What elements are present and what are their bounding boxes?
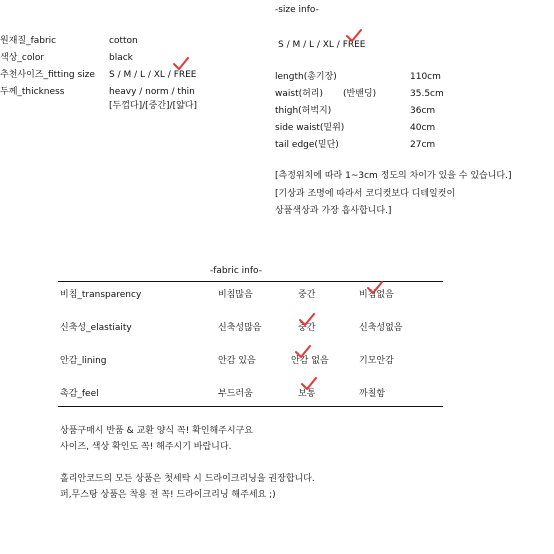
spec-value-color: black (109, 53, 133, 63)
fabric-label-transparency: 비침_transparency (60, 290, 142, 300)
size-info-sizes: S / M / L / XL / FREE (278, 40, 366, 50)
fabric-option-transparency-none: 비침없음 (359, 290, 394, 300)
fabric-label-lining: 안감_lining (60, 356, 107, 366)
fabric-table-top-divider (58, 281, 443, 282)
spec-value-fitting-size: S / M / L / XL / FREE (109, 70, 197, 80)
fabric-label-elasticity: 신축성_elastiaity (60, 323, 132, 333)
spec-value-thickness: heavy / norm / thin (109, 87, 195, 97)
measure-label-tail-edge: tail edge(밑단) (275, 140, 339, 150)
notice-1: 상품구매시 반품 & 교환 양식 꼭! 확인해주시구요 (60, 426, 253, 436)
spec-label-thickness: 두께_thickness (0, 87, 65, 97)
notice-3: 홀리안코드의 모든 상품은 첫세탁 시 드라이크리닝을 권장합니다. (60, 474, 315, 484)
measure-extra-waist: (반밴딩) (343, 89, 377, 99)
spec-thickness-korean: [두껍다]/[중간]/[얇다] (109, 101, 197, 111)
fabric-option-feel-normal: 보통 (298, 389, 316, 399)
check-mark-icon (367, 280, 383, 294)
measure-value-side-waist: 40cm (410, 123, 436, 133)
fabric-option-transparency-mid: 중간 (298, 290, 316, 300)
check-mark-icon (173, 56, 189, 70)
measure-value-tail-edge: 27cm (410, 140, 436, 150)
measure-value-length: 110cm (410, 72, 441, 82)
check-mark-icon (295, 344, 311, 358)
measure-value-thigh: 36cm (410, 106, 436, 116)
size-note-2: [기상과 조명에 따라서 코디컷보다 디테일컷이 (275, 189, 456, 199)
fabric-option-lining-yes: 안감 있음 (218, 356, 256, 366)
spec-label-color: 색상_color (0, 53, 45, 63)
notice-2: 사이즈, 색상 확인도 꼭! 해주시기 바랍니다. (60, 442, 232, 452)
fabric-option-feel-soft: 부드러움 (218, 389, 253, 399)
measure-label-length: length(총기장) (275, 72, 337, 82)
fabric-option-lining-fleece: 기모안감 (359, 356, 394, 366)
fabric-option-transparency-high: 비침많음 (218, 290, 253, 300)
check-mark-icon (301, 376, 317, 390)
fabric-option-elasticity-mid: 중간 (298, 323, 316, 333)
notice-4: 퍼,무스탕 상품은 착용 전 꼭! 드라이크리닝 해주세요 ;) (60, 490, 276, 500)
fabric-option-elasticity-none: 신축성없음 (359, 323, 403, 333)
spec-label-fitting-size: 추천사이즈_fitting size (0, 70, 95, 80)
check-mark-icon (299, 312, 315, 326)
size-info-title: -size info- (275, 5, 319, 15)
size-note-1: [측정위치에 따라 1~3cm 정도의 차이가 있을 수 있습니다.] (275, 171, 512, 181)
size-note-3: 상품색상과 가장 흡사합니다.] (275, 206, 392, 216)
fabric-option-elasticity-high: 신축성많음 (218, 323, 262, 333)
measure-value-waist: 35.5cm (410, 89, 444, 99)
measure-label-waist: waist(허리) (275, 89, 324, 99)
measure-label-thigh: thigh(허벅지) (275, 106, 332, 116)
fabric-label-feel: 촉감_feel (60, 389, 99, 399)
measure-label-side-waist: side waist(밑위) (275, 123, 345, 133)
fabric-option-feel-rough: 까칠함 (359, 389, 386, 399)
spec-value-fabric: cotton (109, 36, 138, 46)
check-mark-icon (346, 28, 362, 42)
fabric-table-bottom-divider (58, 406, 443, 407)
fabric-option-lining-no: 안감 없음 (291, 356, 329, 366)
fabric-info-title: -fabric info- (210, 266, 262, 276)
spec-label-fabric: 원재질_fabric (0, 36, 57, 46)
